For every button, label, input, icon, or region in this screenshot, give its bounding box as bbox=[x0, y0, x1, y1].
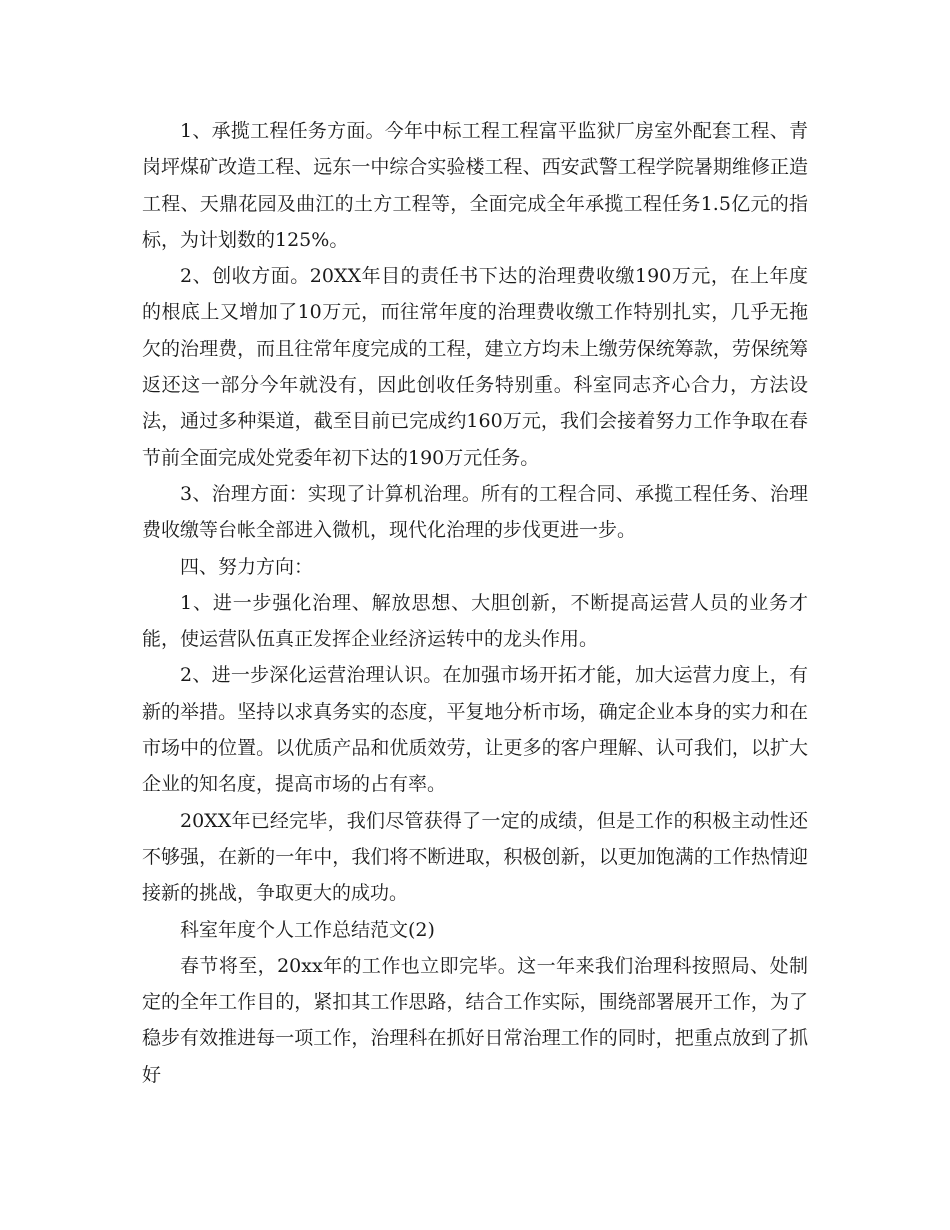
paragraph-year-summary: 20XX年已经完毕，我们尽管获得了一定的成绩，但是工作的积极主动性还不够强，在新的一年中，我们将不断进取，积极创新，以更加饱满的工作热情迎接新的挑战，争取更大的成功。 bbox=[142, 809, 808, 905]
section-heading-direction: 四、努力方向： bbox=[180, 555, 314, 578]
paragraph-contracting-tasks: 1、承揽工程任务方面。今年中标工程工程富平监狱厂房室外配套工程、青岗坪煤矿改造工程、远东一中综合实验楼工程、西安武警工程学院暑期维修正造工程、天鼎花园及曲江的土方工程等，全面完成全年承揽工程任务1.5亿元的指标，为计划数的125%。 bbox=[142, 120, 808, 251]
paragraph-management: 3、治理方面：实现了计算机治理。所有的工程合同、承揽工程任务、治理费收缴等台帐全部进入微机，现代化治理的步伐更进一步。 bbox=[142, 482, 808, 542]
paragraph-direction-1: 1、进一步强化治理、解放思想、大胆创新，不断提高运营人员的业务才能，使运营队伍真正发挥企业经济运转中的龙头作用。 bbox=[142, 591, 808, 651]
paragraph-direction-2: 2、进一步深化运营治理认识。在加强市场开拓才能，加大运营力度上，有新的举措。坚持以求真务实的态度，平复地分析市场，确定企业本身的实力和在市场中的位置。以优质产品和优质效劳，让更多的客户理解、认可我们，以扩大企业的知名度，提高市场的占有率。 bbox=[142, 664, 808, 796]
paragraph-revenue: 2、创收方面。20XX年目的责任书下达的治理费收缴190万元，在上年度的根底上又增加了10万元，而往常年度的治理费收缴工作特别扎实，几乎无拖欠的治理费，而且往常年度完成的工程，建立方均未上缴劳保统筹款，劳保统筹返还这一部分今年就没有，因此创收任务特别重。科室同志齐心合力，方法设法，通过多种渠道，截至目前已完成约160万元，我们会接着努力工作争取在春节前全面完成处党委年初下达的190万元任务。 bbox=[142, 265, 808, 469]
document-body bbox=[142, 113, 808, 1093]
paragraph-spring-festival: 春节将至，20xx年的工作也立即完毕。这一年来我们治理科按照局、处制定的全年工作目的，紧扣其工作思路，结合工作实际，围绕部署展开工作，为了稳步有效推进每一项工作，治理科在抓好日常治理工作的同时，把重点放到了抓好 bbox=[142, 954, 808, 1086]
article-title-2: 科室年度个人工作总结范文(2) bbox=[180, 918, 435, 941]
